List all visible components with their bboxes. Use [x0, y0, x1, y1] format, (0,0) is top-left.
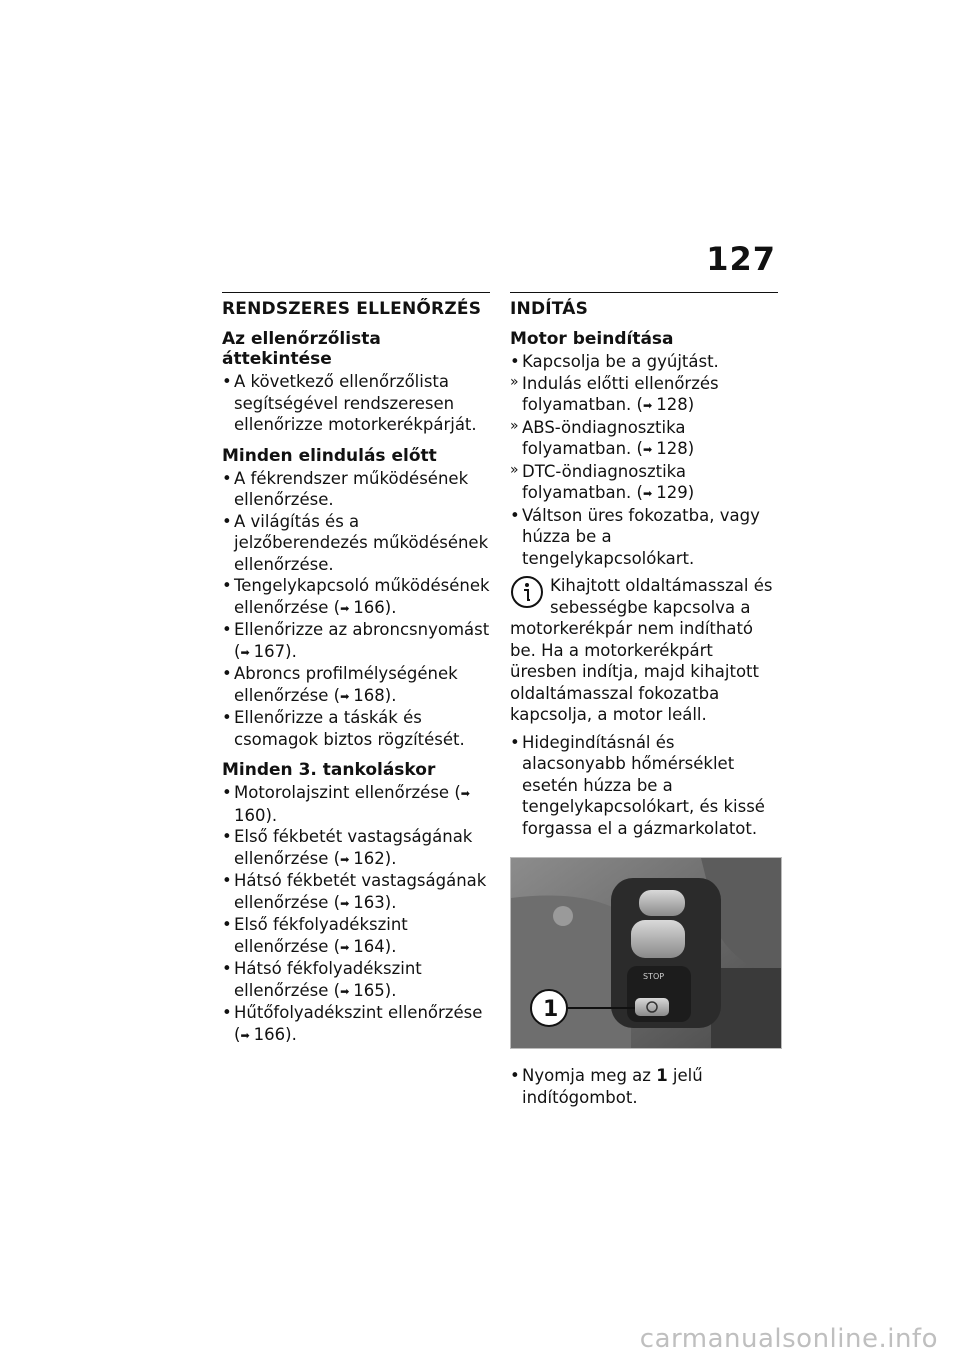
list-item: • Hátsó fékbetét vastagságának ellenőrzése (➡ 163). [222, 870, 490, 914]
list-item: • Abroncs profilmélységének ellenőrzése (➡ 168). [222, 663, 490, 707]
list-item: • Tengelykapcsoló működésének ellenőrzése (➡ 166). [222, 575, 490, 619]
info-icon [510, 575, 544, 609]
result-item: » DTC-öndiagnosztika folyamatban. (➡ 129) [510, 461, 778, 505]
list-cold-start [510, 732, 778, 840]
page-ref-link[interactable]: 163 [353, 892, 385, 912]
list-item: • Kapcsolja be a gyújtást. [510, 351, 778, 373]
page-ref-link[interactable]: 168 [353, 685, 385, 705]
page-ref-arrow-icon: ➡ [240, 645, 250, 659]
page-ref-arrow-icon: ➡ [460, 787, 470, 800]
list-overview [222, 371, 490, 436]
section-rule [222, 292, 490, 293]
list-item: • Váltson üres fokozatba, vagy húzza be a tengelykapcsolókart. [510, 505, 778, 570]
callout-number: 1 [543, 997, 559, 1022]
list-item: • Nyomja meg az 1 jelű indítógombot. [510, 1065, 778, 1108]
subheading-engine-start: Motor beindítása [510, 329, 674, 349]
list-item: • Hátsó fékfolyadékszint ellenőrzése (➡ 165). [222, 958, 490, 1002]
page-ref-link[interactable]: 167 [253, 641, 286, 661]
page-ref-arrow-icon: ➡ [340, 896, 350, 910]
watermark-footer: carmanualsonline.info [639, 1324, 938, 1354]
page-ref-arrow-icon: ➡ [643, 399, 653, 412]
page-ref-link[interactable]: 129 [656, 483, 688, 502]
list-item: • Első fékfolyadékszint ellenőrzése (➡ 164). [222, 914, 490, 958]
list-item: • Hűtőfolyadékszint ellenőrzése (➡ 166). [222, 1002, 490, 1046]
result-item: » Indulás előtti ellenőrzés folyamatban. (➡ 128) [510, 373, 778, 417]
right-column [510, 292, 778, 1108]
page-ref-link[interactable]: 166 [353, 597, 385, 617]
page-ref-arrow-icon: ➡ [340, 852, 350, 866]
list-item: • A világítás és a jelzőberendezés működésének ellenőrzése. [222, 511, 490, 576]
result-item: » ABS-öndiagnosztika folyamatban. (➡ 128) [510, 417, 778, 461]
page-ref-link[interactable]: 165 [353, 980, 385, 1000]
subheading-overview: Az ellenőrzőlista áttekintése [222, 329, 381, 369]
page-ref-arrow-icon: ➡ [340, 984, 350, 998]
list-item: • Hidegindításnál és alacsonyabb hőmérséklet esetén húzza be a tengelykapcsolókart, és kissé forgassa el a gázmarkolatot. [510, 732, 778, 840]
info-note [510, 575, 778, 726]
list-item: • Ellenőrizze az abroncsnyomást (➡ 167). [222, 619, 490, 663]
page-ref-arrow-icon: ➡ [340, 601, 350, 615]
page-ref-link[interactable]: 166 [253, 1024, 286, 1044]
page-ref-arrow-icon: ➡ [643, 487, 653, 500]
section-heading-start: INDÍTÁS [510, 299, 589, 319]
page-ref-arrow-icon: ➡ [240, 1028, 250, 1042]
list-item: • A fékrendszer működésének ellenőrzése. [222, 468, 490, 511]
page-ref-arrow-icon: ➡ [340, 689, 350, 703]
handlebar-switch-photo [510, 857, 782, 1049]
page-ref-link[interactable]: 164 [353, 936, 385, 956]
page-ref-arrow-icon: ➡ [643, 443, 653, 456]
list-item: • A következő ellenőrzőlista segítségével rendszeresen ellenőrizze motorkerékpárját. [222, 371, 490, 436]
list-refuel [222, 782, 490, 1046]
page-ref-link[interactable]: 128 [656, 439, 688, 458]
section-heading-checks: RENDSZERES ELLENŐRZÉS [222, 299, 482, 319]
list-item: • Ellenőrizze a táskák és csomagok biztos rögzítését. [222, 707, 490, 750]
page-ref-link[interactable]: 160 [234, 805, 266, 825]
list-final-step [510, 1065, 778, 1108]
list-before-ride [222, 468, 490, 751]
list-item: • Első fékbetét vastagságának ellenőrzése (➡ 162). [222, 826, 490, 870]
page-ref-link[interactable]: 128 [656, 395, 688, 414]
list-start-steps [510, 351, 778, 569]
stop-label: STOP [643, 972, 665, 981]
page-ref-arrow-icon: ➡ [340, 940, 350, 954]
section-rule [510, 292, 778, 293]
page-number: 127 [706, 240, 776, 278]
subheading-before-ride: Minden elindulás előtt [222, 445, 437, 466]
subheading-every-3rd-refuel: Minden 3. tankoláskor [222, 760, 436, 780]
note-text: Kihajtott oldaltámasszal és sebességbe kapcsolva a motorkerékpár nem indítható be. Ha a motorkerékpárt üresben indítja, majd kihajtott oldaltámasszal fokozatba kapcsolja, a motor leáll. [510, 576, 773, 724]
list-item: • Motorolajszint ellenőrzése (➡160). [222, 782, 490, 826]
page-ref-link[interactable]: 162 [353, 848, 385, 868]
left-column [222, 292, 490, 1046]
